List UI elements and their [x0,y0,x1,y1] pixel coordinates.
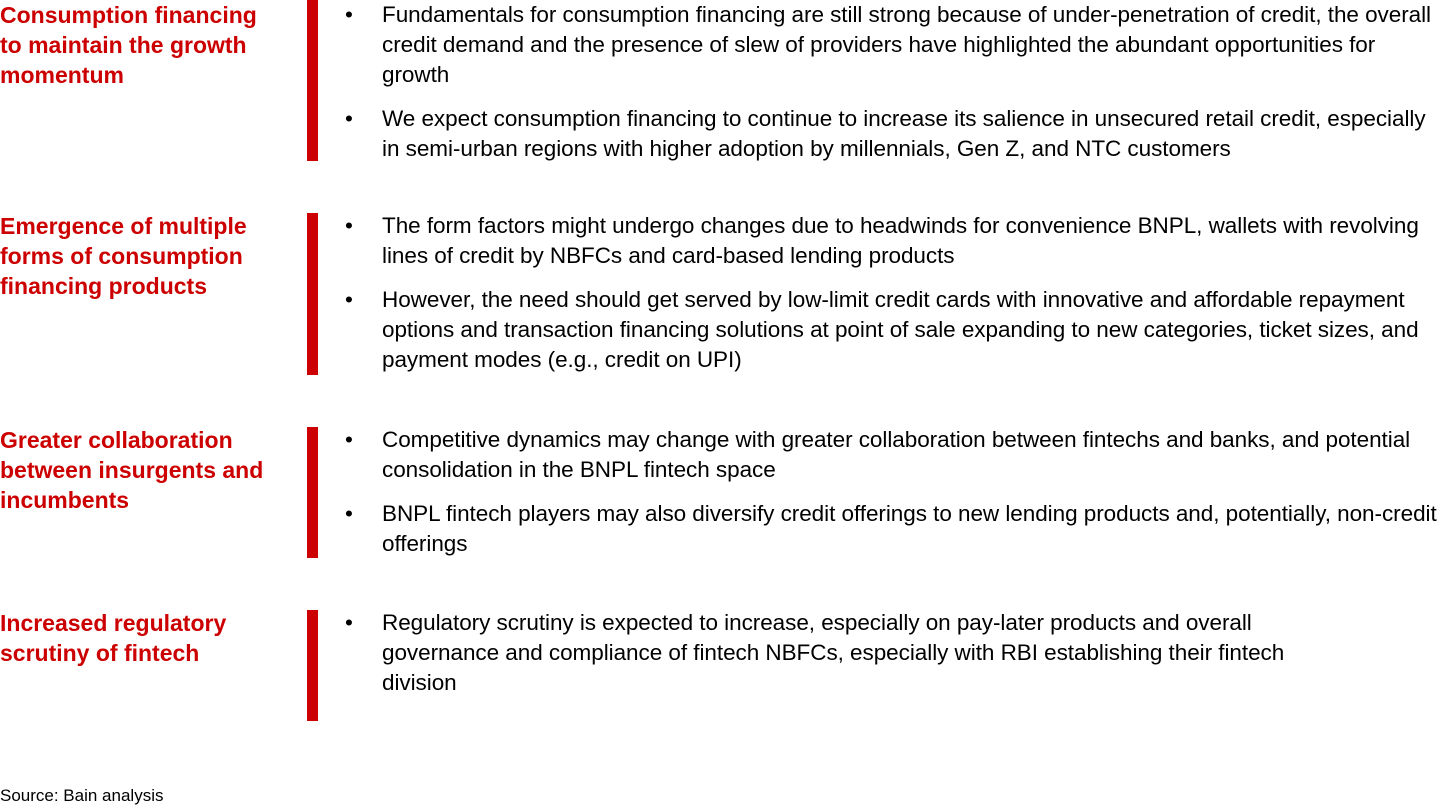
bullet-text: The form factors might undergo changes due to headwinds for convenience BNPL, wallets with revolving lines of credit by NBFCs and card-based lending products [382,213,1419,268]
section-heading: Greater collaboration between insurgents and incumbents [0,427,264,513]
section-heading: Consumption financing to maintain the growth momentum [0,2,257,88]
accent-bar [307,610,318,721]
bullet-icon: • [345,287,353,312]
bullet-list [340,211,1440,389]
list-item [340,425,1440,485]
accent-bar [307,213,318,375]
accent-bar [307,427,318,558]
bullet-list [340,608,1340,712]
source-note: Source: Bain analysis [0,786,164,805]
bullet-text: We expect consumption financing to continue to increase its salience in unsecured retail credit, especially in semi-urban regions with higher adoption by millennials, Gen Z, and NTC customers [382,106,1426,161]
bullet-text: BNPL fintech players may also diversify credit offerings to new lending products and, potentially, non-credit offerings [382,501,1437,556]
bullet-icon: • [345,427,353,452]
bullet-text: However, the need should get served by low-limit credit cards with innovative and affordable repayment options and transaction financing solutions at point of sale expanding to new categories, ticket sizes, and payment modes (e.g., credit on UPI) [382,287,1419,372]
list-item [340,0,1440,90]
bullet-icon: • [345,213,353,238]
bullet-icon: • [345,2,353,27]
bullet-list [340,0,1440,178]
bullet-text: Competitive dynamics may change with greater collaboration between fintechs and banks, and potential consolidation in the BNPL fintech space [382,427,1411,482]
bullet-icon: • [345,106,353,131]
section-heading: Increased regulatory scrutiny of fintech [0,610,227,666]
list-item [340,499,1440,559]
list-item [340,211,1440,271]
list-item [340,104,1440,164]
bullet-text: Regulatory scrutiny is expected to increase, especially on pay-later products and overall governance and compliance of fintech NBFCs, especially with RBI establishing their fintech division [382,610,1285,695]
list-item [340,608,1340,698]
accent-bar [307,0,318,161]
bullet-list [340,425,1440,573]
list-item [340,285,1440,375]
bullet-icon: • [345,501,353,526]
bullet-icon: • [345,610,353,635]
section-regulatory-scrutiny [0,608,1440,723]
section-collaboration [0,425,1440,560]
bullet-text: Fundamentals for consumption financing are still strong because of under-penetration of credit, the overall credit demand and the presence of slew of providers have highlighted the abundant opportunities for growth [382,2,1431,87]
section-heading: Emergence of multiple forms of consumption financing products [0,213,247,299]
section-multiple-forms [0,211,1440,376]
section-consumption-financing [0,0,1440,162]
